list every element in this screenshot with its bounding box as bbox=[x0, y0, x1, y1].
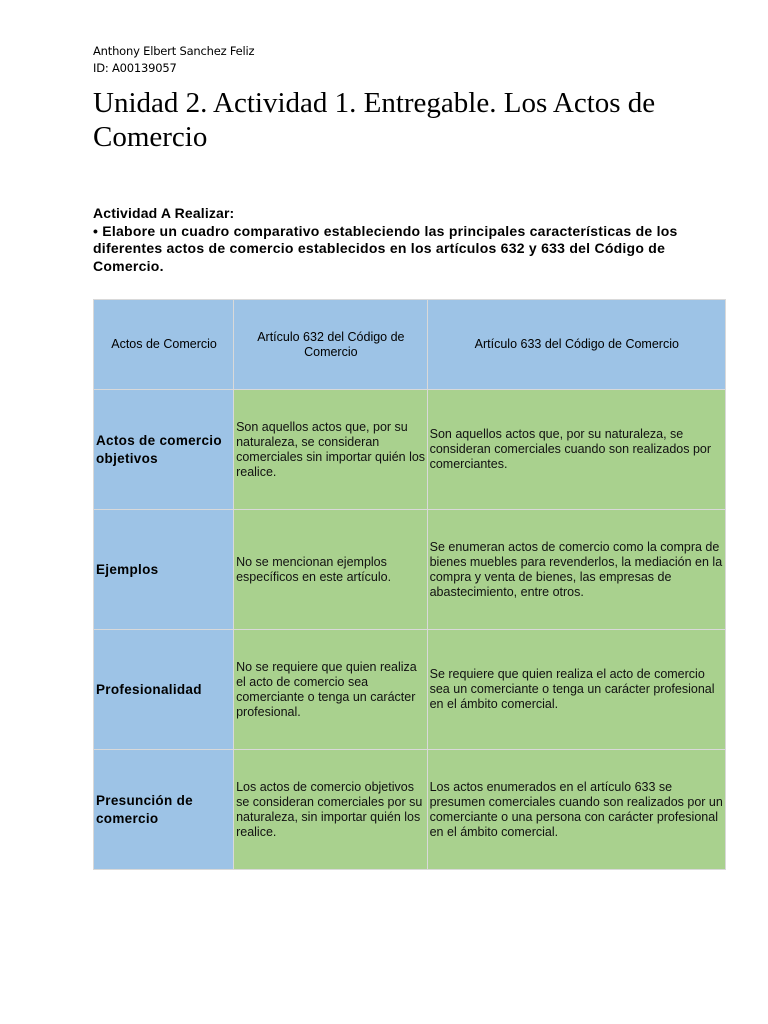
document-title: Unidad 2. Actividad 1. Entregable. Los Actos de Comercio bbox=[93, 87, 656, 153]
author-name: Anthony Elbert Sanchez Feliz bbox=[93, 44, 255, 58]
header-articulo-632: Artículo 632 del Código de Comercio bbox=[234, 300, 428, 390]
header-articulo-633: Artículo 633 del Código de Comercio bbox=[427, 300, 725, 390]
table-row bbox=[94, 390, 726, 510]
cell-art632: Son aquellos actos que, por su naturaleza, se consideran comerciales sin importar quién los realice. bbox=[234, 390, 428, 510]
table-header-row bbox=[94, 300, 726, 390]
row-label: Actos de comercio objetivos bbox=[94, 390, 234, 510]
table-row bbox=[94, 750, 726, 870]
row-label: Profesionalidad bbox=[94, 630, 234, 750]
header-actos-de-comercio: Actos de Comercio bbox=[94, 300, 234, 390]
activity-section bbox=[93, 205, 713, 275]
cell-art632: No se mencionan ejemplos específicos en este artículo. bbox=[234, 510, 428, 630]
cell-art633: Los actos enumerados en el artículo 633 se presumen comerciales cuando son realizados por un comerciante o una persona con carácter profesional en el ámbito comercial. bbox=[427, 750, 725, 870]
row-label: Presunción de comercio bbox=[94, 750, 234, 870]
table-row bbox=[94, 630, 726, 750]
row-label: Ejemplos bbox=[94, 510, 234, 630]
author-block bbox=[93, 43, 254, 77]
cell-art633: Se enumeran actos de comercio como la compra de bienes muebles para revenderlos, la mediación en la compra y venta de bienes, las empresas de abastecimiento, entre otros. bbox=[427, 510, 725, 630]
cell-art633: Son aquellos actos que, por su naturaleza, se consideran comerciales cuando son realizados por comerciantes. bbox=[427, 390, 725, 510]
table-row bbox=[94, 510, 726, 630]
activity-instruction: • Elabore un cuadro comparativo estableciendo las principales características de los diferentes actos de comercio establecidos en los artículos 632 y 633 del Código de Comercio. bbox=[93, 222, 678, 274]
cell-art633: Se requiere que quien realiza el acto de comercio sea un comerciante o tenga un carácter profesional en el ámbito comercial. bbox=[427, 630, 725, 750]
comparison-table bbox=[93, 299, 726, 870]
cell-art632: No se requiere que quien realiza el acto de comercio sea comerciante o tenga un carácter profesional. bbox=[234, 630, 428, 750]
student-id: ID: A00139057 bbox=[93, 61, 177, 75]
cell-art632: Los actos de comercio objetivos se consideran comerciales por su naturaleza, sin importar quién los realice. bbox=[234, 750, 428, 870]
activity-heading: Actividad A Realizar: bbox=[93, 205, 235, 221]
